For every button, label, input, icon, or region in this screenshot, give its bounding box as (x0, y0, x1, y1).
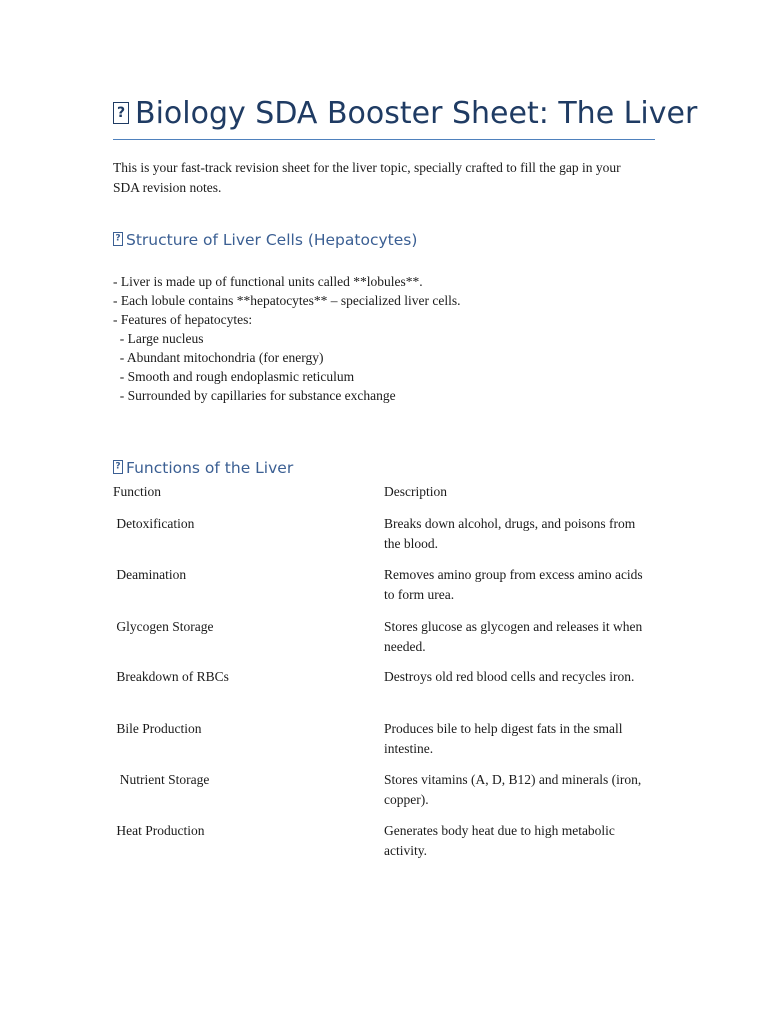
missing-glyph-icon (113, 232, 123, 246)
function-cell: Nutrient Storage (113, 772, 210, 787)
function-cell: Bile Production (113, 721, 202, 736)
list-item: - Features of hepatocytes: (113, 312, 253, 327)
page-title (113, 94, 698, 134)
missing-glyph-icon (113, 460, 123, 474)
function-cell: Glycogen Storage (113, 619, 214, 634)
list-item: - Abundant mitochondria (for energy) (113, 350, 324, 365)
description-cell: Stores vitamins (A, D, B12) and minerals (iron, copper). (384, 772, 642, 807)
function-cell: Heat Production (113, 823, 205, 838)
list-item: - Smooth and rough endoplasmic reticulum (113, 369, 355, 384)
function-cell: Detoxification (113, 516, 195, 531)
structure-list (113, 272, 643, 405)
list-item: - Liver is made up of functional units called **lobules**. (113, 274, 423, 289)
description-cell: Generates body heat due to high metabolic activity. (384, 823, 615, 858)
page-title-text: Biology SDA Booster Sheet: The Liver (135, 96, 698, 131)
description-cell: Breaks down alcohol, drugs, and poisons from the blood. (384, 516, 636, 551)
intro-paragraph: This is your fast-track revision sheet for the liver topic, specially crafted to fill the gap in your SDA revision notes. (113, 160, 621, 195)
missing-glyph-icon (113, 102, 129, 124)
description-cell: Removes amino group from excess amino acids to form urea. (384, 567, 643, 602)
list-item: - Large nucleus (113, 331, 204, 346)
section-heading-text: Structure of Liver Cells (Hepatocytes) (126, 231, 418, 249)
description-cell: Destroys old red blood cells and recycles iron. (384, 669, 635, 684)
list-item: - Each lobule contains **hepatocytes** – specialized liver cells. (113, 293, 461, 308)
description-cell: Stores glucose as glycogen and releases it when needed. (384, 619, 643, 654)
section-heading-structure (113, 230, 417, 250)
title-divider (113, 139, 655, 140)
description-cell: Produces bile to help digest fats in the small intestine. (384, 721, 623, 756)
column-header-function: Function (113, 484, 162, 499)
section-heading-functions (113, 458, 293, 478)
function-cell: Deamination (113, 567, 187, 582)
list-item: - Surrounded by capillaries for substance exchange (113, 388, 396, 403)
function-cell: Breakdown of RBCs (113, 669, 229, 684)
column-header-description: Description (384, 484, 447, 499)
section-heading-text: Functions of the Liver (126, 459, 294, 477)
